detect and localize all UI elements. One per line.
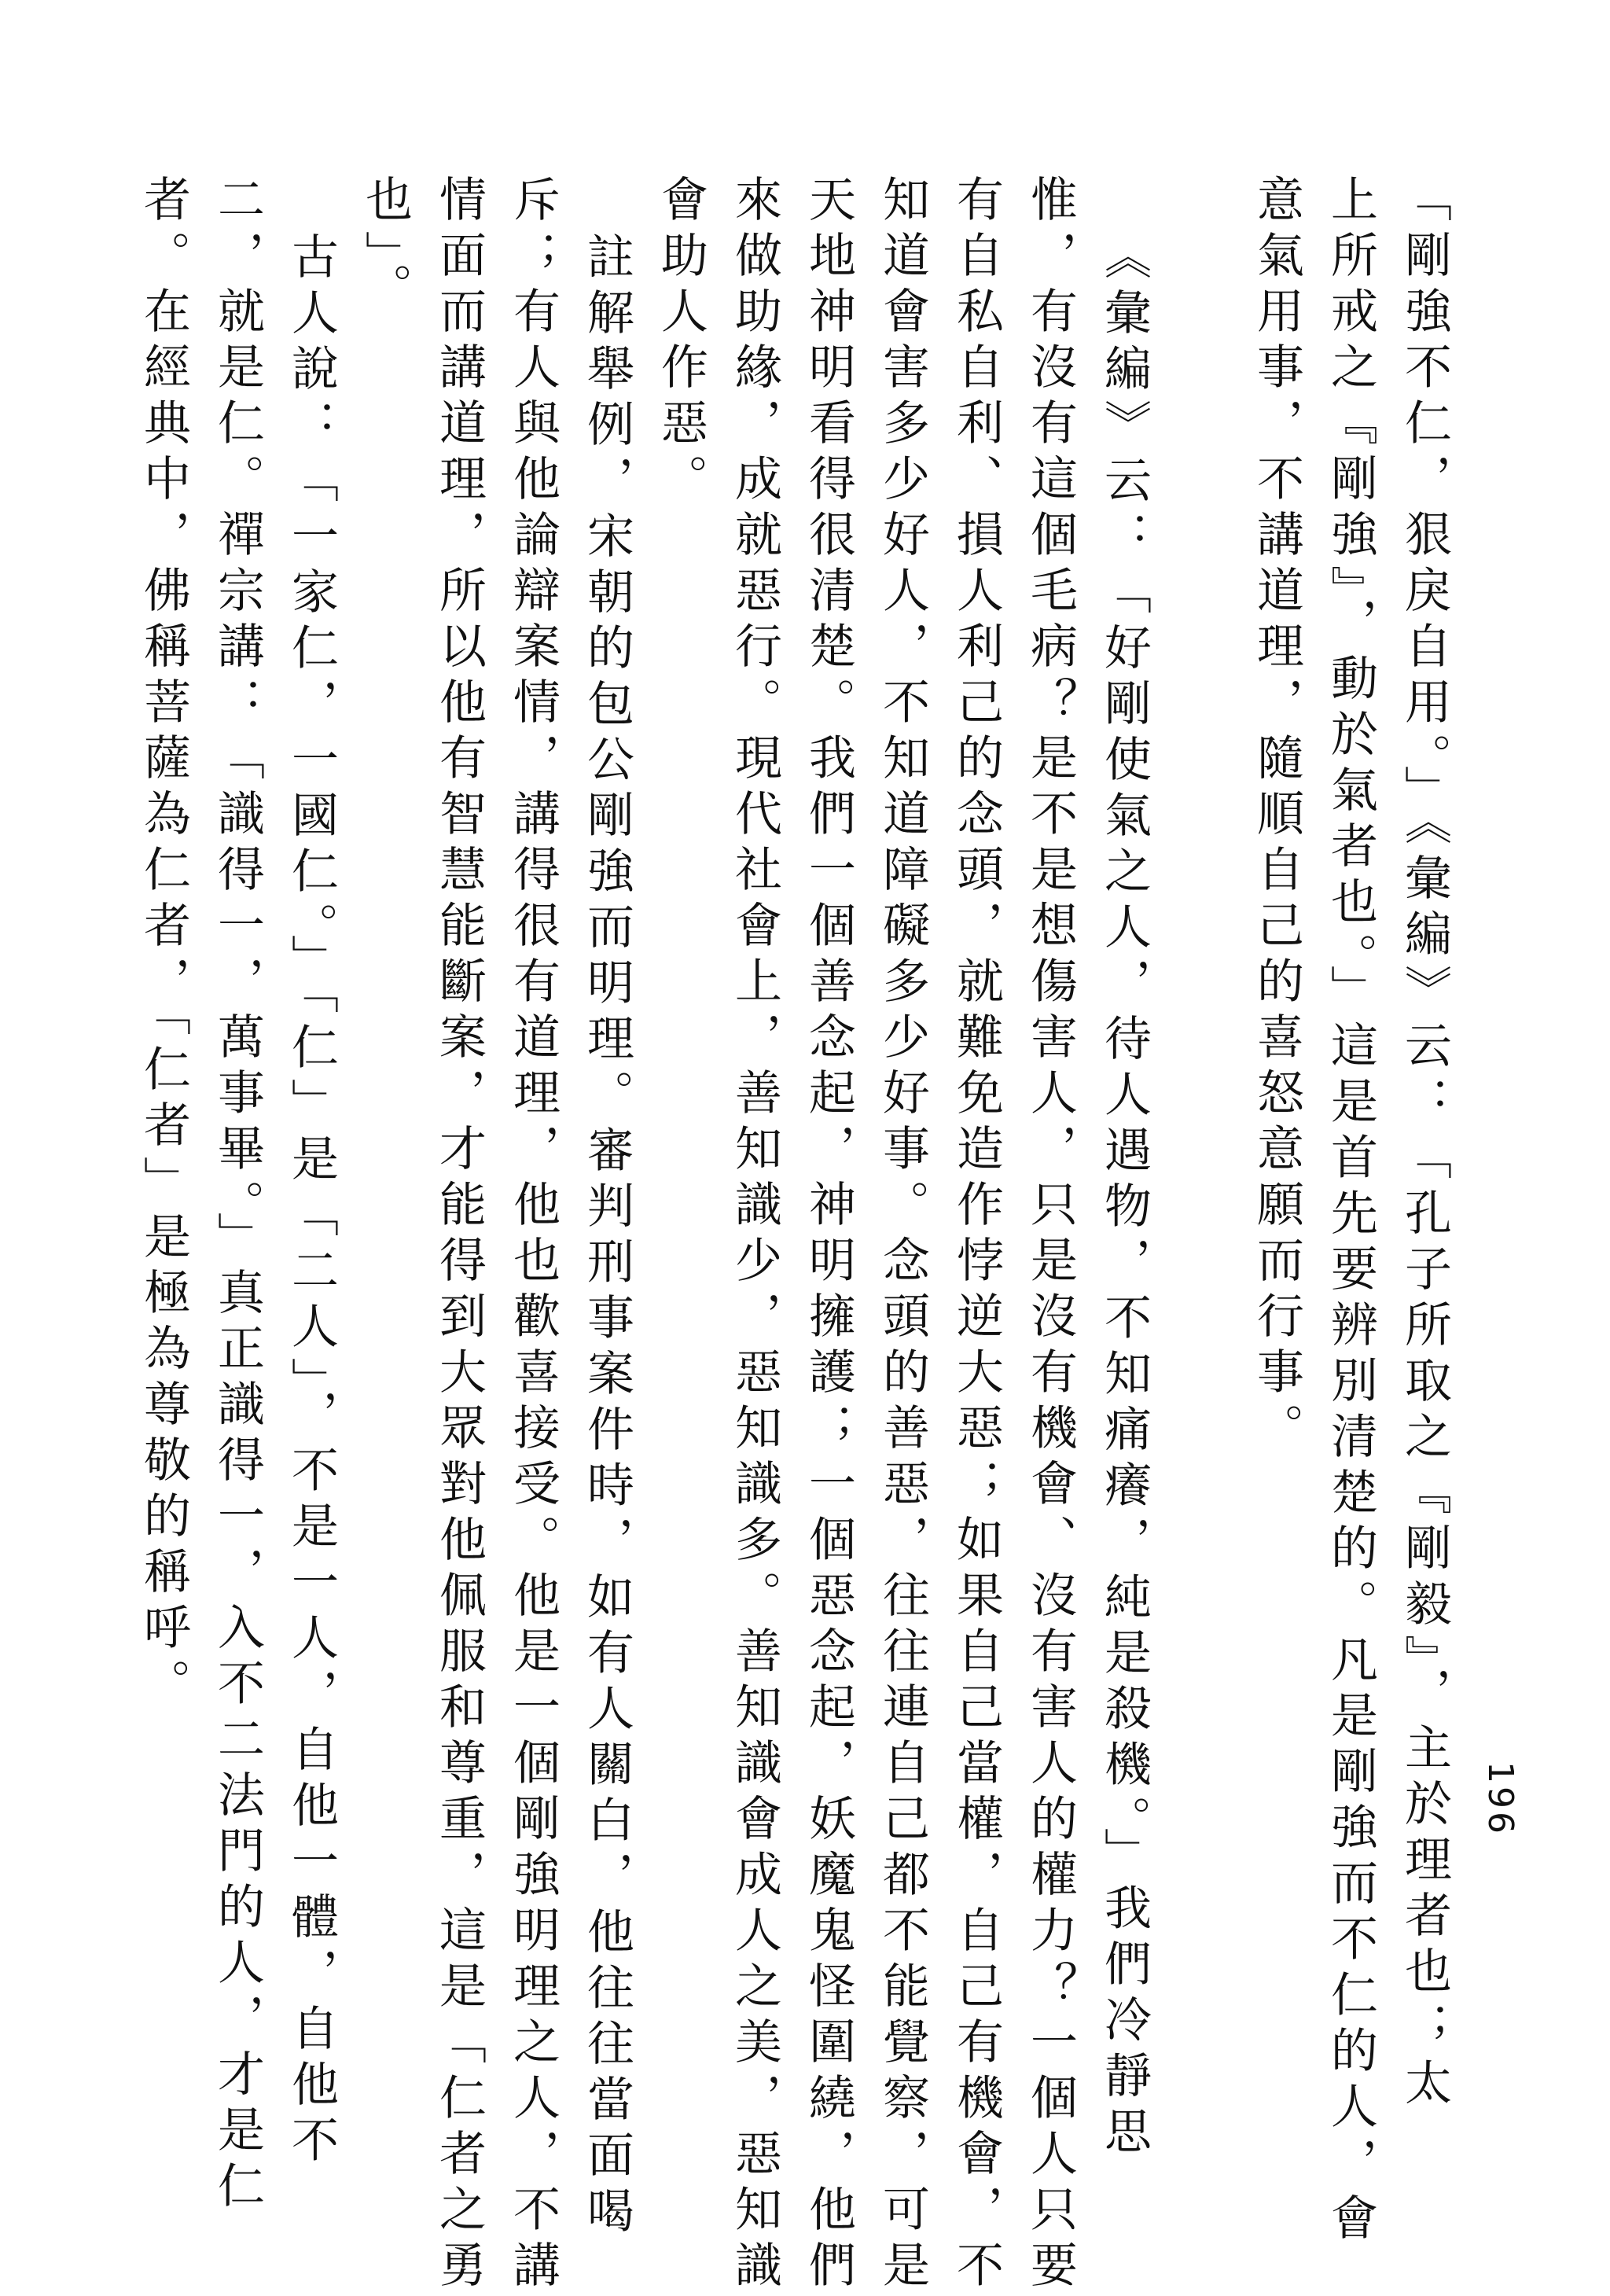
text-column: 來做助緣，成就惡行。現代社會上，善知識少，惡知識多。善知識會成人之美，惡知識	[727, 175, 782, 2296]
text-column: 「剛強不仁，狠戾自用。」《彙編》云：「孔子所取之『剛毅』，主於理者也；太	[1397, 175, 1452, 2114]
page-number: 196	[1480, 1761, 1520, 1837]
text-column: 惟，有沒有這個毛病？是不是想傷害人，只是沒有機會、沒有害人的權力？一個人只要	[1023, 175, 1078, 2296]
text-column: 斥；有人與他論辯案情，講得很有道理，他也歡喜接受。他是一個剛強明理之人，不講	[505, 175, 561, 2296]
text-column: 者。在經典中，佛稱菩薩為仁者，「仁者」是極為尊敬的稱呼。	[136, 175, 191, 1714]
text-column: 有自私自利、損人利己的念頭，就難免造作悖逆大惡；如果自己當權，自己有機會，不	[949, 175, 1004, 2296]
text-column: 也」。	[358, 175, 413, 318]
text-column: 上所戒之『剛強』，動於氣者也。」這是首先要辨別清楚的。凡是剛強而不仁的人，會	[1323, 175, 1378, 2249]
text-column: 知道會害多少好人，不知道障礙多少好事。念頭的善惡，往往連自己都不能覺察，可是	[875, 175, 930, 2296]
text-column: 意氣用事，不講道理，隨順自己的喜怒意願而行事。	[1249, 175, 1304, 1459]
text-column: 古人說：「一家仁，一國仁。」「仁」是「二人」，不是一人，自他一體，自他不	[284, 232, 339, 2171]
text-column: 天地神明看得很清楚。我們一個善念起，神明擁護；一個惡念起，妖魔鬼怪圍繞，他們	[801, 175, 856, 2296]
text-column: 會助人作惡。	[653, 175, 708, 510]
text-column: 《彙編》云：「好剛使氣之人，待人遇物，不知痛癢，純是殺機。」我們冷靜思	[1097, 232, 1152, 2162]
text-column: 註解舉例，宋朝的包公剛強而明理。審判刑事案件時，如有人關白，他往往當面喝	[579, 232, 634, 2242]
text-column: 情面而講道理，所以他有智慧能斷案，才能得到大眾對他佩服和尊重，這是「仁者之勇	[432, 175, 487, 2296]
text-column: 二，就是仁。禪宗講：「識得一，萬事畢。」真正識得一，入不二法門的人，才是仁	[210, 175, 265, 2217]
